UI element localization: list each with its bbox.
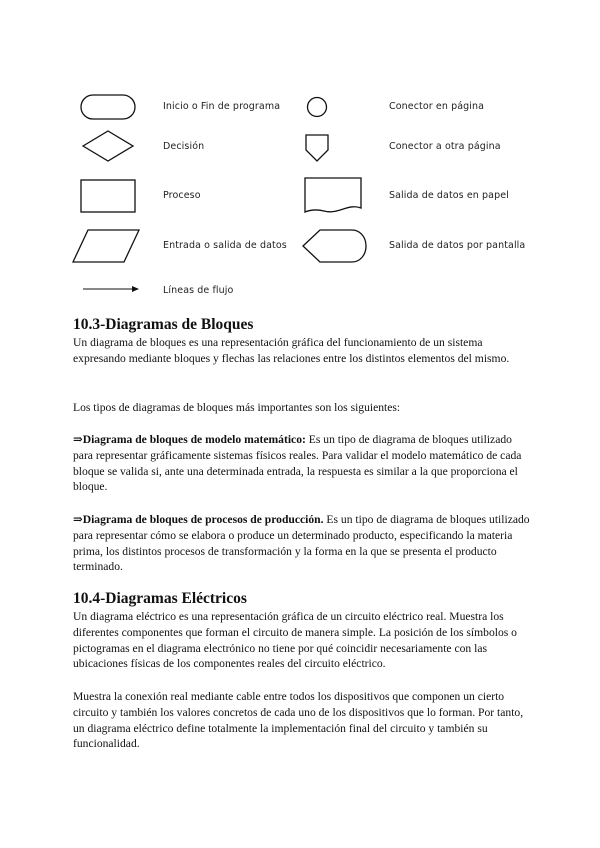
- legend-label-paper: Salida de datos en papel: [389, 190, 509, 201]
- paragraph-block-intro: Un diagrama de bloques es una representación gráfica del funcionamiento de un sistema expresando mediante bloques y flechas las relaciones entre los distintos elementos del mismo.: [73, 336, 510, 365]
- paragraph-math-model: [73, 432, 533, 495]
- flow-arrow-icon: [82, 283, 140, 295]
- legend-label-decision: Decisión: [163, 141, 205, 152]
- legend-label-offpage: Conector a otra página: [389, 141, 501, 152]
- paragraph-electric-1: Un diagrama eléctrico es una representación gráfica de un circuito eléctrico real. Muestra los diferentes componentes que forman el circuito de manera simple. La posición de los símbolos o pictogramas en el diagrama electrónico no tiene por qué coincidir necesariamente con las ubicaciones físicas de los componentes reales del circuito eléctrico.: [73, 610, 517, 671]
- decision-symbol-icon: [82, 130, 134, 162]
- process-symbol-icon: [80, 179, 136, 213]
- legend-label-terminal: Inicio o Fin de programa: [163, 101, 281, 112]
- text-math-model: Es un tipo de diagrama de bloques utilizado para representar gráficamente sistemas físicos reales. Para validar el modelo matemático de cada bloque se valida si, ante una determinada entrada, la respuesta es similar a la que proporciona el bloque.: [73, 433, 522, 494]
- legend-label-io: Entrada o salida de datos: [163, 240, 287, 251]
- section-heading-electric-diagrams: 10.4-Diagramas Eléctricos: [73, 590, 247, 607]
- legend-label-display: Salida de datos por pantalla: [389, 240, 526, 251]
- term-math-model: ⇒Diagrama de bloques de modelo matemático:: [73, 433, 306, 446]
- display-output-symbol-icon: [302, 229, 368, 263]
- paragraph-types-intro: Los tipos de diagramas de bloques más importantes son los siguientes:: [73, 401, 401, 414]
- term-production: ⇒Diagrama de bloques de procesos de producción.: [73, 513, 324, 526]
- paper-output-symbol-icon: [304, 177, 362, 215]
- legend-label-connector: Conector en página: [389, 101, 485, 112]
- paragraph-production: [73, 512, 533, 575]
- offpage-connector-symbol-icon: [305, 134, 329, 162]
- section-heading-block-diagrams: 10.3-Diagramas de Bloques: [73, 316, 254, 333]
- flowchart-symbols-legend: [0, 0, 600, 310]
- text-production: Es un tipo de diagrama de bloques utilizado para representar cómo se elabora o produce un determinado producto, especificando la materia prima, los distintos procesos de transformación y la forma en la que se presenta el producto terminado.: [73, 513, 530, 574]
- io-symbol-icon: [72, 229, 140, 263]
- terminal-symbol-icon: [80, 94, 136, 120]
- legend-label-process: Proceso: [163, 190, 201, 201]
- legend-label-flow: Líneas de flujo: [163, 285, 234, 296]
- paragraph-electric-2: Muestra la conexión real mediante cable entre todos los dispositivos que componen un cierto circuito y también los valores concretos de cada uno de los dispositivos que lo forman. Por tanto, un diagrama eléctrico define totalmente la implementación final del circuito y también su funcionalidad.: [73, 690, 524, 751]
- connector-symbol-icon: [306, 96, 328, 118]
